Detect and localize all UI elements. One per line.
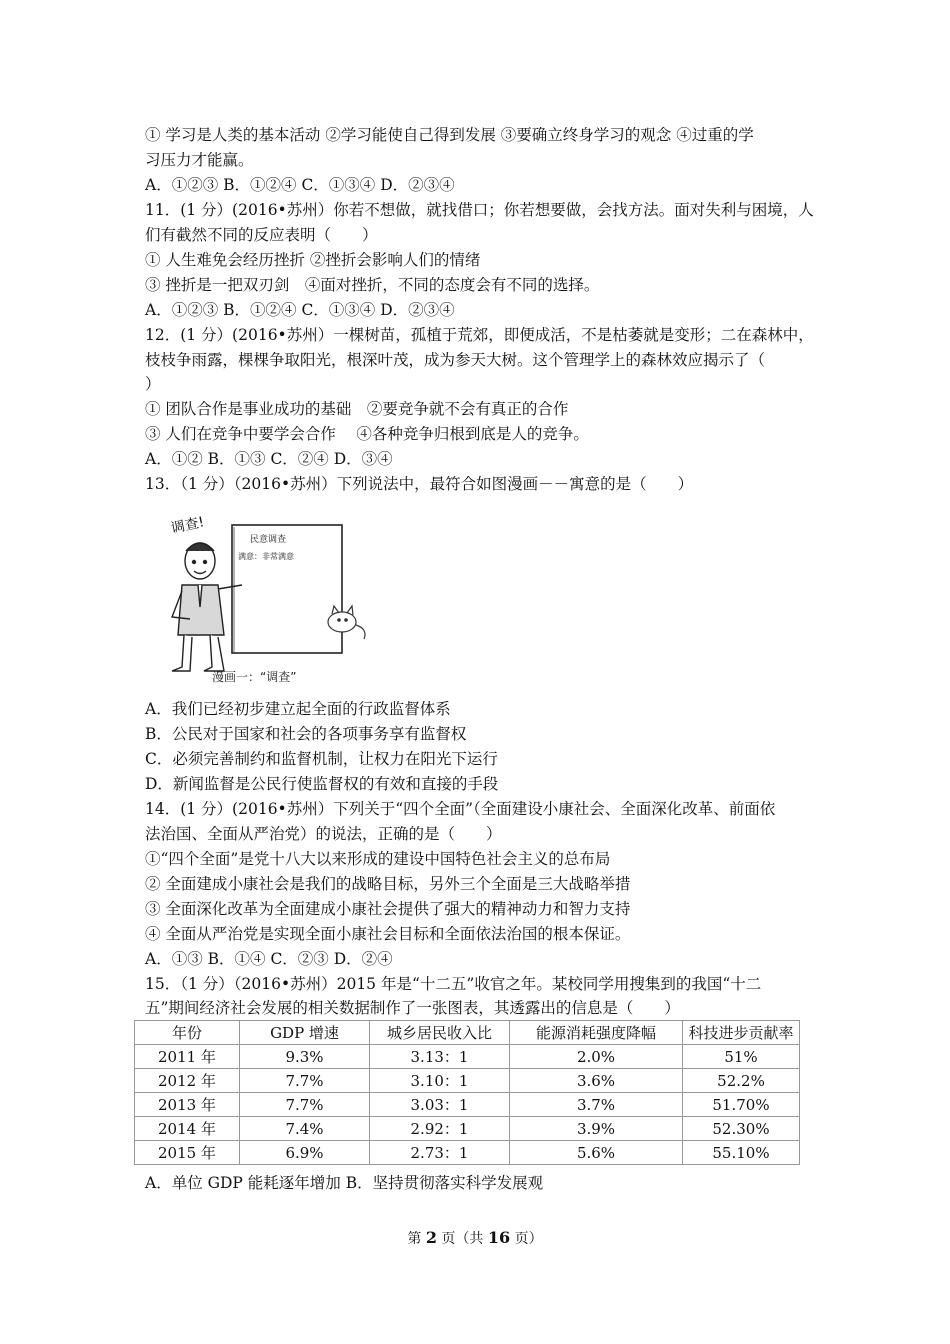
- table-cell: 3.6%: [510, 1069, 683, 1093]
- table-row: [135, 1093, 800, 1117]
- question-13: 13．（1 分）（2016•苏州）下列说法中，最符合如图漫画－－寓意的是（ ）: [145, 475, 694, 493]
- options-line: A．①③ B．①④ C．②③ D．②④: [145, 950, 393, 968]
- table-cell: 3.9%: [510, 1117, 683, 1141]
- table-cell: 51.70%: [683, 1093, 800, 1117]
- options-line: A．单位 GDP 能耗逐年增加 B．坚持贯彻落实科学发展观: [145, 1174, 544, 1192]
- text-line: ① 人生难免会经历挫折 ②挫折会影响人们的情绪: [145, 251, 481, 269]
- table-cell: 2013 年: [135, 1093, 240, 1117]
- header-cell: GDP 增速: [240, 1021, 370, 1045]
- table-cell: 2011 年: [135, 1045, 240, 1069]
- question-15: 15．（1 分）（2016•苏州）2015 年是“十二五”收官之年。某校同学用搜集到的我国“十二: [145, 975, 762, 993]
- options-line: A．①②③ B．①②④ C．①③④ D．②③④: [145, 176, 455, 194]
- text-line: 习压力才能赢。: [145, 151, 254, 169]
- survey-board: [232, 525, 342, 653]
- page-footer: [0, 1228, 950, 1248]
- table-cell: 2015 年: [135, 1141, 240, 1165]
- text-line: ①“四个全面”是党十八大以来形成的建设中国特色社会主义的总布局: [145, 850, 611, 868]
- board-line: 满意：非常满意: [238, 552, 294, 561]
- total-pages: 16: [487, 1228, 511, 1247]
- footer-middle: 页（共: [436, 1231, 488, 1247]
- question-14: 14．(1 分）(2016•苏州）下列关于“四个全面”（全面建设小康社会、全面深化改革、前面依: [145, 800, 776, 818]
- table-row: [135, 1045, 800, 1069]
- table-row: [135, 1069, 800, 1093]
- board-title: 民意调查: [250, 535, 287, 545]
- question-12: 12．(1 分）(2016•苏州）一棵树苗，孤植于荒郊，即便成活，不是枯萎就是变形；二在森林中，: [145, 326, 814, 344]
- table-row: [135, 1141, 800, 1165]
- option-a: A．我们已经初步建立起全面的行政监督体系: [145, 700, 451, 718]
- table-row: [135, 1117, 800, 1141]
- header-cell: 城乡居民收入比: [370, 1021, 510, 1045]
- text-line: ③ 全面深化改革为全面建成小康社会提供了强大的精神动力和智力支持: [145, 900, 631, 918]
- text-line: ）: [145, 375, 161, 393]
- options-line: A．①②③ B．①②④ C．①③④ D．②③④: [145, 301, 455, 319]
- table-cell: 2.73：1: [370, 1141, 510, 1165]
- text-line: 枝枝争雨露，棵棵争取阳光，根深叶茂，成为参天大树。这个管理学上的森林效应揭示了（: [145, 351, 766, 369]
- table-cell: 7.4%: [240, 1117, 370, 1141]
- table-cell: 7.7%: [240, 1093, 370, 1117]
- text-line: 法治国、全面从严治党）的说法，正确的是（ ）: [145, 825, 502, 843]
- table-cell: 3.10：1: [370, 1069, 510, 1093]
- text-line: 们有截然不同的反应表明（ ）: [145, 226, 378, 244]
- table-header-row: [135, 1021, 800, 1045]
- table-cell: 3.13：1: [370, 1045, 510, 1069]
- table-cell: 52.30%: [683, 1117, 800, 1141]
- table-cell: 2.0%: [510, 1045, 683, 1069]
- table-cell: 2014 年: [135, 1117, 240, 1141]
- table-cell: 9.3%: [240, 1045, 370, 1069]
- footer-suffix: 页）: [510, 1231, 543, 1247]
- table-cell: 2012 年: [135, 1069, 240, 1093]
- text-line: ③ 人们在竞争中要学会合作 ④各种竞争归根到底是人的竞争。: [145, 425, 589, 443]
- option-c: C．必须完善制约和监督机制，让权力在阳光下运行: [145, 750, 498, 768]
- table-cell: 5.6%: [510, 1141, 683, 1165]
- table-cell: 6.9%: [240, 1141, 370, 1165]
- header-cell: 科技进步贡献率: [683, 1021, 800, 1045]
- header-cell: 能源消耗强度降幅: [510, 1021, 683, 1045]
- table-cell: 3.03：1: [370, 1093, 510, 1117]
- table-cell: 51%: [683, 1045, 800, 1069]
- text-line: ① 团队合作是事业成功的基础 ②要竞争就不会有真正的合作: [145, 400, 569, 418]
- header-cell: 年份: [135, 1021, 240, 1045]
- table-cell: 2.92：1: [370, 1117, 510, 1141]
- text-line: 五”期间经济社会发展的相关数据制作了一张图表，其透露出的信息是（ ）: [145, 999, 680, 1017]
- table-cell: 3.7%: [510, 1093, 683, 1117]
- text-line: ③ 挫折是一把双刃剑 ④面对挫折，不同的态度会有不同的选择。: [145, 276, 600, 294]
- text-line: ④ 全面从严治党是实现全面小康社会目标和全面依法治国的根本保证。: [145, 925, 631, 943]
- shout-text: 调查!: [169, 514, 206, 537]
- table-cell: 7.7%: [240, 1069, 370, 1093]
- table-cell: 55.10%: [683, 1141, 800, 1165]
- options-line: A．①② B．①③ C．②④ D．③④: [145, 450, 393, 468]
- footer-prefix: 第: [407, 1231, 426, 1247]
- text-line: ① 学习是人类的基本活动 ②学习能使自己得到发展 ③要确立终身学习的观念 ④过重的学: [145, 126, 754, 144]
- option-b: B．公民对于国家和社会的各项事务享有监督权: [145, 725, 467, 743]
- data-table: [134, 1020, 800, 1165]
- text-line: ② 全面建成小康社会是我们的战略目标，另外三个全面是三大战略举措: [145, 875, 631, 893]
- option-d: D．新闻监督是公民行使监督权的有效和直接的手段: [145, 775, 499, 793]
- question-11: 11．(1 分）(2016•苏州）你若不想做，就找借口；你若想要做，会找方法。面对失利与困境，人: [145, 201, 814, 219]
- table-cell: 52.2%: [683, 1069, 800, 1093]
- cartoon-caption: 漫画一：“调查”: [212, 670, 297, 684]
- cartoon-image: [142, 507, 378, 687]
- current-page: 2: [425, 1228, 437, 1247]
